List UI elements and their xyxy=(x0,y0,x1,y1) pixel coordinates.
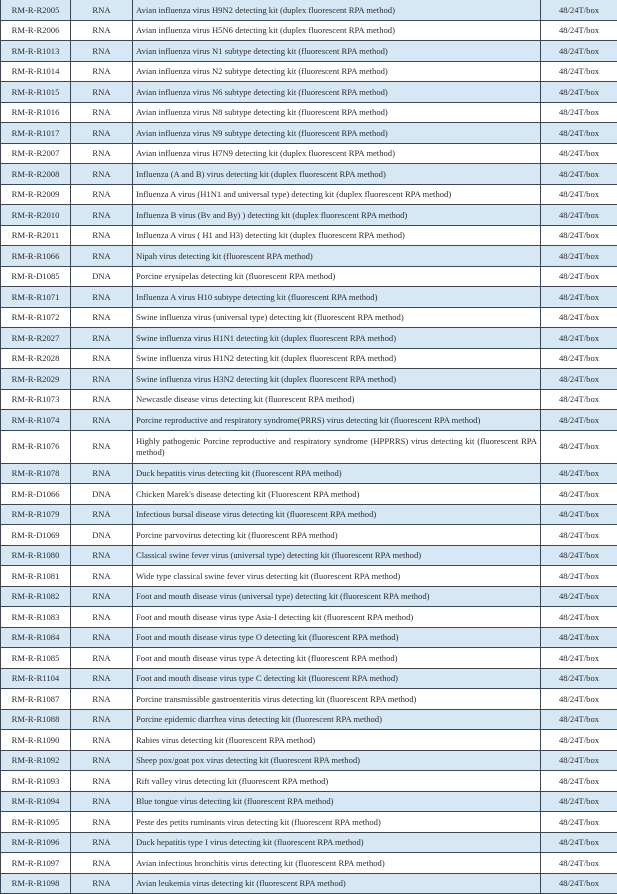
package-spec: 48/24T/box xyxy=(541,20,617,41)
product-description: Duck hepatitis type I virus detecting kit (fluorescent RPA method) xyxy=(133,832,541,853)
nucleic-acid-type: RNA xyxy=(71,668,133,689)
product-code: RM-R-R2011 xyxy=(1,225,71,246)
table-row xyxy=(1,750,617,771)
nucleic-acid-type: RNA xyxy=(71,41,133,62)
product-description: Sheep pox/goat pox virus detecting kit (fluorescent RPA method) xyxy=(133,750,541,771)
product-description: Highly pathogenic Porcine reproductive and respiratory syndrome (HPPRRS) virus detecting kit (fluorescent RPA method) xyxy=(133,430,541,463)
package-spec: 48/24T/box xyxy=(541,328,617,349)
table-row xyxy=(1,41,617,62)
package-spec: 48/24T/box xyxy=(541,41,617,62)
nucleic-acid-type: RNA xyxy=(71,328,133,349)
nucleic-acid-type: DNA xyxy=(71,484,133,505)
package-spec: 48/24T/box xyxy=(541,369,617,390)
product-description: Wide type classical swine fever virus detecting kit (fluorescent RPA method) xyxy=(133,566,541,587)
table-row xyxy=(1,607,617,628)
nucleic-acid-type: RNA xyxy=(71,545,133,566)
nucleic-acid-type: RNA xyxy=(71,812,133,833)
nucleic-acid-type: RNA xyxy=(71,82,133,103)
product-code: RM-R-R2006 xyxy=(1,20,71,41)
product-code: RM-R-D1066 xyxy=(1,484,71,505)
product-code: RM-R-R1079 xyxy=(1,504,71,525)
product-description: Foot and mouth disease virus type A detecting kit (fluorescent RPA method) xyxy=(133,648,541,669)
table-row xyxy=(1,648,617,669)
package-spec: 48/24T/box xyxy=(541,771,617,792)
package-spec: 48/24T/box xyxy=(541,348,617,369)
table-row xyxy=(1,504,617,525)
package-spec: 48/24T/box xyxy=(541,853,617,874)
product-code: RM-R-R1014 xyxy=(1,61,71,82)
package-spec: 48/24T/box xyxy=(541,812,617,833)
product-description: Porcine erysipelas detecting kit (fluorescent RPA method) xyxy=(133,266,541,287)
table-row xyxy=(1,771,617,792)
product-description: Avian influenza virus N6 subtype detecting kit (fluorescent RPA method) xyxy=(133,82,541,103)
package-spec: 48/24T/box xyxy=(541,668,617,689)
package-spec: 48/24T/box xyxy=(541,832,617,853)
product-description: Foot and mouth disease virus type O detecting kit (fluorescent RPA method) xyxy=(133,627,541,648)
table-row xyxy=(1,225,617,246)
table-row xyxy=(1,566,617,587)
product-code: RM-R-R2008 xyxy=(1,164,71,185)
product-code: RM-R-R1083 xyxy=(1,607,71,628)
nucleic-acid-type: RNA xyxy=(71,205,133,226)
product-table-body xyxy=(1,0,617,894)
table-row xyxy=(1,0,617,20)
nucleic-acid-type: RNA xyxy=(71,771,133,792)
product-code: RM-R-R1085 xyxy=(1,648,71,669)
product-code: RM-R-R1080 xyxy=(1,545,71,566)
product-code: RM-R-R2010 xyxy=(1,205,71,226)
product-description: Avian influenza virus N9 subtype detecting kit (fluorescent RPA method) xyxy=(133,123,541,144)
table-row xyxy=(1,389,617,410)
package-spec: 48/24T/box xyxy=(541,184,617,205)
product-code: RM-R-R1078 xyxy=(1,463,71,484)
product-code: RM-R-R2027 xyxy=(1,328,71,349)
package-spec: 48/24T/box xyxy=(541,463,617,484)
table-row xyxy=(1,246,617,267)
product-description: Nipah virus detecting kit (fluorescent RPA method) xyxy=(133,246,541,267)
nucleic-acid-type: RNA xyxy=(71,389,133,410)
product-description: Avian influenza virus N2 subtype detecting kit (fluorescent RPA method) xyxy=(133,61,541,82)
table-row xyxy=(1,853,617,874)
nucleic-acid-type: RNA xyxy=(71,123,133,144)
nucleic-acid-type: RNA xyxy=(71,504,133,525)
package-spec: 48/24T/box xyxy=(541,0,617,20)
nucleic-acid-type: RNA xyxy=(71,463,133,484)
product-code: RM-R-R2007 xyxy=(1,143,71,164)
product-code: RM-R-R1093 xyxy=(1,771,71,792)
product-description: Chicken Marek's disease detecting kit (Fluorescent RPA method) xyxy=(133,484,541,505)
product-code: RM-R-R1088 xyxy=(1,709,71,730)
package-spec: 48/24T/box xyxy=(541,545,617,566)
table-row xyxy=(1,307,617,328)
product-code: RM-R-R2005 xyxy=(1,0,71,20)
product-description: Influenza A virus ( H1 and H3) detecting kit (duplex fluorescent RPA method) xyxy=(133,225,541,246)
table-row xyxy=(1,369,617,390)
product-code: RM-R-R1016 xyxy=(1,102,71,123)
nucleic-acid-type: RNA xyxy=(71,410,133,431)
nucleic-acid-type: RNA xyxy=(71,143,133,164)
package-spec: 48/24T/box xyxy=(541,689,617,710)
nucleic-acid-type: RNA xyxy=(71,164,133,185)
product-code: RM-R-R1013 xyxy=(1,41,71,62)
product-description: Foot and mouth disease virus (universal type) detecting kit (fluorescent RPA method) xyxy=(133,586,541,607)
table-row xyxy=(1,832,617,853)
product-code: RM-R-R2028 xyxy=(1,348,71,369)
table-row xyxy=(1,82,617,103)
table-row xyxy=(1,143,617,164)
product-description: Duck hepatitis virus detecting kit (fluorescent RPA method) xyxy=(133,463,541,484)
product-code: RM-R-R1104 xyxy=(1,668,71,689)
product-code: RM-R-R1082 xyxy=(1,586,71,607)
nucleic-acid-type: RNA xyxy=(71,586,133,607)
product-description: Swine influenza virus H1N2 detecting kit (duplex fluorescent RPA method) xyxy=(133,348,541,369)
nucleic-acid-type: DNA xyxy=(71,525,133,546)
product-code: RM-R-R1076 xyxy=(1,430,71,463)
product-code: RM-R-R1096 xyxy=(1,832,71,853)
product-code: RM-R-D1069 xyxy=(1,525,71,546)
nucleic-acid-type: RNA xyxy=(71,430,133,463)
nucleic-acid-type: RNA xyxy=(71,307,133,328)
package-spec: 48/24T/box xyxy=(541,791,617,812)
nucleic-acid-type: RNA xyxy=(71,184,133,205)
nucleic-acid-type: DNA xyxy=(71,266,133,287)
table-row xyxy=(1,586,617,607)
product-description: Porcine transmissible gastroenteritis virus detecting kit (fluorescent RPA method) xyxy=(133,689,541,710)
product-code: RM-R-R1092 xyxy=(1,750,71,771)
package-spec: 48/24T/box xyxy=(541,873,617,894)
package-spec: 48/24T/box xyxy=(541,102,617,123)
package-spec: 48/24T/box xyxy=(541,246,617,267)
package-spec: 48/24T/box xyxy=(541,266,617,287)
product-description: Foot and mouth disease virus type C detecting kit (fluorescent RPA method) xyxy=(133,668,541,689)
product-description: Swine influenza virus H1N1 detecting kit (duplex fluorescent RPA method) xyxy=(133,328,541,349)
table-row xyxy=(1,123,617,144)
package-spec: 48/24T/box xyxy=(541,627,617,648)
table-row xyxy=(1,463,617,484)
package-spec: 48/24T/box xyxy=(541,82,617,103)
nucleic-acid-type: RNA xyxy=(71,730,133,751)
nucleic-acid-type: RNA xyxy=(71,853,133,874)
nucleic-acid-type: RNA xyxy=(71,566,133,587)
table-row xyxy=(1,791,617,812)
table-row xyxy=(1,205,617,226)
product-description: Porcine reproductive and respiratory syndrome(PRRS) virus detecting kit (fluorescent RPA method) xyxy=(133,410,541,431)
nucleic-acid-type: RNA xyxy=(71,791,133,812)
package-spec: 48/24T/box xyxy=(541,525,617,546)
nucleic-acid-type: RNA xyxy=(71,369,133,390)
package-spec: 48/24T/box xyxy=(541,123,617,144)
table-row xyxy=(1,545,617,566)
table-row xyxy=(1,61,617,82)
table-row xyxy=(1,812,617,833)
product-description: Avian infectious bronchitis virus detecting kit (fluorescent RPA method) xyxy=(133,853,541,874)
package-spec: 48/24T/box xyxy=(541,389,617,410)
table-row xyxy=(1,484,617,505)
package-spec: 48/24T/box xyxy=(541,648,617,669)
product-description: Avian influenza virus H5N6 detecting kit (duplex fluorescent RPA method) xyxy=(133,20,541,41)
package-spec: 48/24T/box xyxy=(541,607,617,628)
package-spec: 48/24T/box xyxy=(541,709,617,730)
product-description: Porcine parvovirus detecting kit (fluorescent RPA method) xyxy=(133,525,541,546)
package-spec: 48/24T/box xyxy=(541,750,617,771)
table-row xyxy=(1,410,617,431)
product-description: Avian leukemia virus detecting kit (fluorescent RPA method) xyxy=(133,873,541,894)
package-spec: 48/24T/box xyxy=(541,730,617,751)
nucleic-acid-type: RNA xyxy=(71,225,133,246)
product-code: RM-R-R1073 xyxy=(1,389,71,410)
product-description: Foot and mouth disease virus type Asia-I detecting kit (fluorescent RPA method) xyxy=(133,607,541,628)
nucleic-acid-type: RNA xyxy=(71,61,133,82)
product-code: RM-R-R1017 xyxy=(1,123,71,144)
table-row xyxy=(1,525,617,546)
package-spec: 48/24T/box xyxy=(541,61,617,82)
nucleic-acid-type: RNA xyxy=(71,873,133,894)
table-row xyxy=(1,287,617,308)
table-row xyxy=(1,328,617,349)
product-description: Avian influenza virus H7N9 detecting kit (duplex fluorescent RPA method) xyxy=(133,143,541,164)
package-spec: 48/24T/box xyxy=(541,205,617,226)
table-row xyxy=(1,164,617,185)
nucleic-acid-type: RNA xyxy=(71,832,133,853)
table-row xyxy=(1,689,617,710)
product-description: Influenza B virus (Bv and By) ) detecting kit (duplex fluorescent RPA method) xyxy=(133,205,541,226)
table-row xyxy=(1,709,617,730)
table-row xyxy=(1,730,617,751)
product-description: Influenza A virus H10 subtype detecting kit (fluorescent RPA method) xyxy=(133,287,541,308)
package-spec: 48/24T/box xyxy=(541,143,617,164)
table-row xyxy=(1,668,617,689)
product-code: RM-R-R2009 xyxy=(1,184,71,205)
table-row xyxy=(1,430,617,463)
nucleic-acid-type: RNA xyxy=(71,287,133,308)
nucleic-acid-type: RNA xyxy=(71,246,133,267)
product-code: RM-R-D1085 xyxy=(1,266,71,287)
nucleic-acid-type: RNA xyxy=(71,627,133,648)
table-row xyxy=(1,266,617,287)
product-code: RM-R-R1095 xyxy=(1,812,71,833)
product-description: Classical swine fever virus (universal type) detecting kit (fluorescent RPA method) xyxy=(133,545,541,566)
product-description: Influenza (A and B) virus detecting kit (duplex fluorescent RPA method) xyxy=(133,164,541,185)
package-spec: 48/24T/box xyxy=(541,484,617,505)
nucleic-acid-type: RNA xyxy=(71,20,133,41)
product-code: RM-R-R1098 xyxy=(1,873,71,894)
product-code: RM-R-R1084 xyxy=(1,627,71,648)
table-row xyxy=(1,348,617,369)
package-spec: 48/24T/box xyxy=(541,410,617,431)
nucleic-acid-type: RNA xyxy=(71,102,133,123)
product-description: Porcine epidemic diarrhea virus detecting kit (fluorescent RPA method) xyxy=(133,709,541,730)
product-code: RM-R-R2029 xyxy=(1,369,71,390)
nucleic-acid-type: RNA xyxy=(71,750,133,771)
nucleic-acid-type: RNA xyxy=(71,348,133,369)
product-description: Infectious bursal disease virus detecting kit (fluorescent RPA method) xyxy=(133,504,541,525)
package-spec: 48/24T/box xyxy=(541,287,617,308)
package-spec: 48/24T/box xyxy=(541,225,617,246)
table-row xyxy=(1,20,617,41)
table-row xyxy=(1,102,617,123)
table-row xyxy=(1,873,617,894)
product-description: Rabies virus detecting kit (fluorescent RPA method) xyxy=(133,730,541,751)
product-description: Newcastle disease virus detecting kit (fluorescent RPA method) xyxy=(133,389,541,410)
nucleic-acid-type: RNA xyxy=(71,607,133,628)
product-description: Rift valley virus detecting kit (fluorescent RPA method) xyxy=(133,771,541,792)
nucleic-acid-type: RNA xyxy=(71,648,133,669)
product-code: RM-R-R1015 xyxy=(1,82,71,103)
product-description: Avian influenza virus H9N2 detecting kit (duplex fluorescent RPA method) xyxy=(133,0,541,20)
package-spec: 48/24T/box xyxy=(541,430,617,463)
nucleic-acid-type: RNA xyxy=(71,689,133,710)
product-code: RM-R-R1066 xyxy=(1,246,71,267)
product-code: RM-R-R1072 xyxy=(1,307,71,328)
product-description: Blue tongue virus detecting kit (fluorescent RPA method) xyxy=(133,791,541,812)
package-spec: 48/24T/box xyxy=(541,566,617,587)
package-spec: 48/24T/box xyxy=(541,164,617,185)
nucleic-acid-type: RNA xyxy=(71,0,133,20)
product-description: Influenza A virus (H1N1 and universal type) detecting kit (duplex fluorescent RPA method) xyxy=(133,184,541,205)
product-code: RM-R-R1087 xyxy=(1,689,71,710)
product-description: Avian influenza virus N8 subtype detecting kit (fluorescent RPA method) xyxy=(133,102,541,123)
table-row xyxy=(1,627,617,648)
product-description: Swine influenza virus (universal type) detecting kit (fluorescent RPA method) xyxy=(133,307,541,328)
table-row xyxy=(1,184,617,205)
package-spec: 48/24T/box xyxy=(541,586,617,607)
product-description: Peste des petits ruminants virus detecting kit (fluorescent RPA method) xyxy=(133,812,541,833)
product-description: Avian influenza virus N1 subtype detecting kit (fluorescent RPA method) xyxy=(133,41,541,62)
product-code: RM-R-R1071 xyxy=(1,287,71,308)
product-code: RM-R-R1090 xyxy=(1,730,71,751)
product-code: RM-R-R1081 xyxy=(1,566,71,587)
product-code: RM-R-R1094 xyxy=(1,791,71,812)
product-code: RM-R-R1097 xyxy=(1,853,71,874)
package-spec: 48/24T/box xyxy=(541,307,617,328)
nucleic-acid-type: RNA xyxy=(71,709,133,730)
product-description: Swine influenza virus H3N2 detecting kit (duplex fluorescent RPA method) xyxy=(133,369,541,390)
package-spec: 48/24T/box xyxy=(541,504,617,525)
product-code: RM-R-R1074 xyxy=(1,410,71,431)
